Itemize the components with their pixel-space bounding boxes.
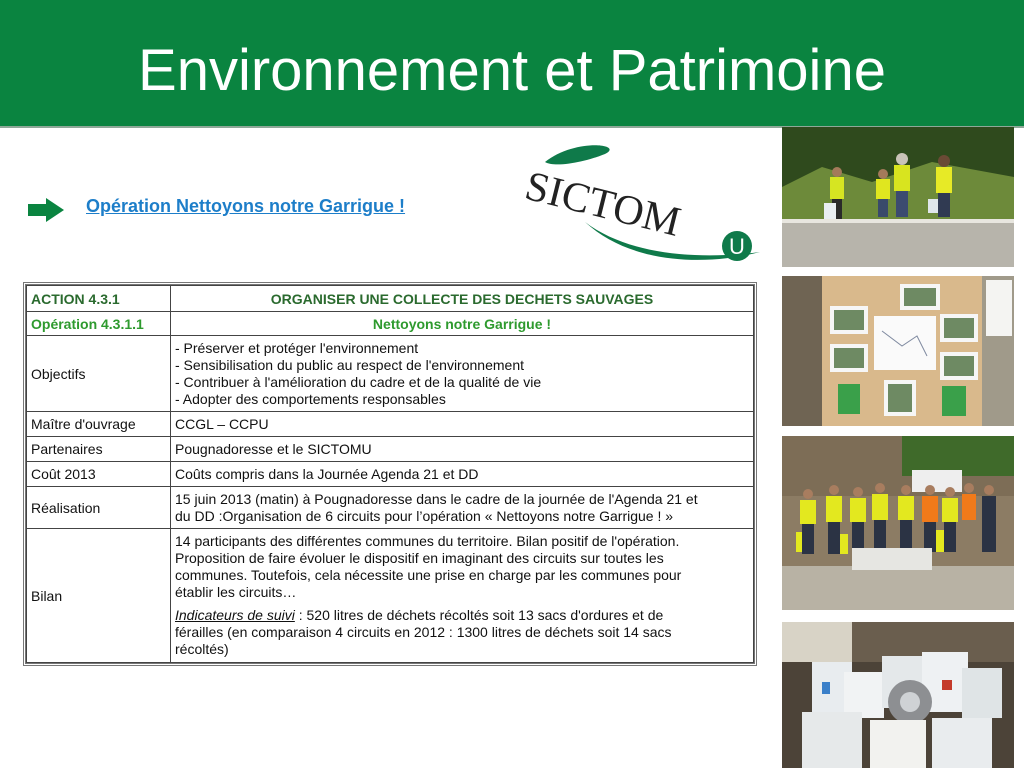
maitre-value: CCGL – CCPU: [171, 412, 754, 437]
photo-map-board: [782, 276, 1014, 426]
action-label: ACTION 4.3.1: [27, 286, 171, 312]
photo-group-volunteers: [782, 436, 1014, 610]
bilan-line: établir les circuits…: [175, 584, 297, 600]
logo-text-u: U: [729, 234, 745, 259]
bilan-cell: [171, 529, 754, 663]
table-row: [27, 312, 754, 336]
bilan-line: 14 participants des différentes communes du territoire. Bilan positif de l'opération.: [175, 533, 680, 549]
objectif-item: - Adopter des comportements responsables: [175, 390, 446, 407]
table-row: [27, 437, 754, 462]
operation-title: Nettoyons notre Garrigue !: [171, 312, 754, 336]
realisation-line: du DD :Organisation de 6 circuits pour l’opération « Nettoyons notre Garrigue ! »: [175, 507, 674, 524]
table-row: [27, 462, 754, 487]
objectifs-cell: [171, 336, 754, 412]
table-row: [27, 286, 754, 312]
bilan-line: communes. Toutefois, cela nécessite une prise en charge par les communes pour: [175, 567, 682, 583]
arrow-right-icon: [28, 198, 64, 222]
photo-volunteers-roadside: [782, 127, 1014, 267]
table-row: [27, 336, 754, 412]
bilan-indicator-line: férailles (en comparaison 4 circuits en 2012 : 1300 litres de déchets soit 14 sacs: [175, 624, 672, 640]
action-table: [26, 285, 754, 663]
cout-value: Coûts compris dans la Journée Agenda 21 et DD: [171, 462, 754, 487]
realisation-cell: [171, 487, 754, 529]
table-row: [27, 529, 754, 663]
action-title: ORGANISER UNE COLLECTE DES DECHETS SAUVAGES: [171, 286, 754, 312]
objectif-item: - Préserver et protéger l'environnement: [175, 339, 419, 356]
objectifs-label: Objectifs: [27, 336, 171, 412]
realisation-line: 15 juin 2013 (matin) à Pougnadoresse dans le cadre de la journée de l'Agenda 21 et: [175, 490, 698, 507]
realisation-label: Réalisation: [27, 487, 171, 529]
partenaires-value: Pougnadoresse et le SICTOMU: [171, 437, 754, 462]
table-row: [27, 412, 754, 437]
page-title: Environnement et Patrimoine: [138, 38, 886, 103]
bilan-indicator-line: [175, 607, 749, 624]
sictomu-logo: [515, 140, 765, 265]
bilan-label: Bilan: [27, 529, 171, 663]
objectif-item: - Contribuer à l'amélioration du cadre et de la qualité de vie: [175, 373, 542, 390]
title-bar: [0, 0, 1024, 128]
logo-text: SICTOM: [520, 163, 685, 246]
photo-waste-bags: [782, 622, 1014, 768]
indicator-text: : 520 litres de déchets récoltés soit 13 sacs d'ordures et de: [294, 607, 664, 623]
table-row: [27, 487, 754, 529]
objectif-item: - Sensibilisation du public au respect de l'environnement: [175, 356, 524, 373]
indicator-label: Indicateurs de suivi: [175, 607, 295, 623]
operation-label: Opération 4.3.1.1: [27, 312, 171, 336]
bilan-line: Proposition de faire évoluer le dispositif en imaginant des circuits sur toutes les: [175, 550, 664, 566]
cout-label: Coût 2013: [27, 462, 171, 487]
bilan-indicator-line: récoltés): [175, 641, 229, 657]
operation-link[interactable]: Opération Nettoyons notre Garrigue !: [86, 196, 406, 216]
maitre-label: Maître d'ouvrage: [27, 412, 171, 437]
partenaires-label: Partenaires: [27, 437, 171, 462]
